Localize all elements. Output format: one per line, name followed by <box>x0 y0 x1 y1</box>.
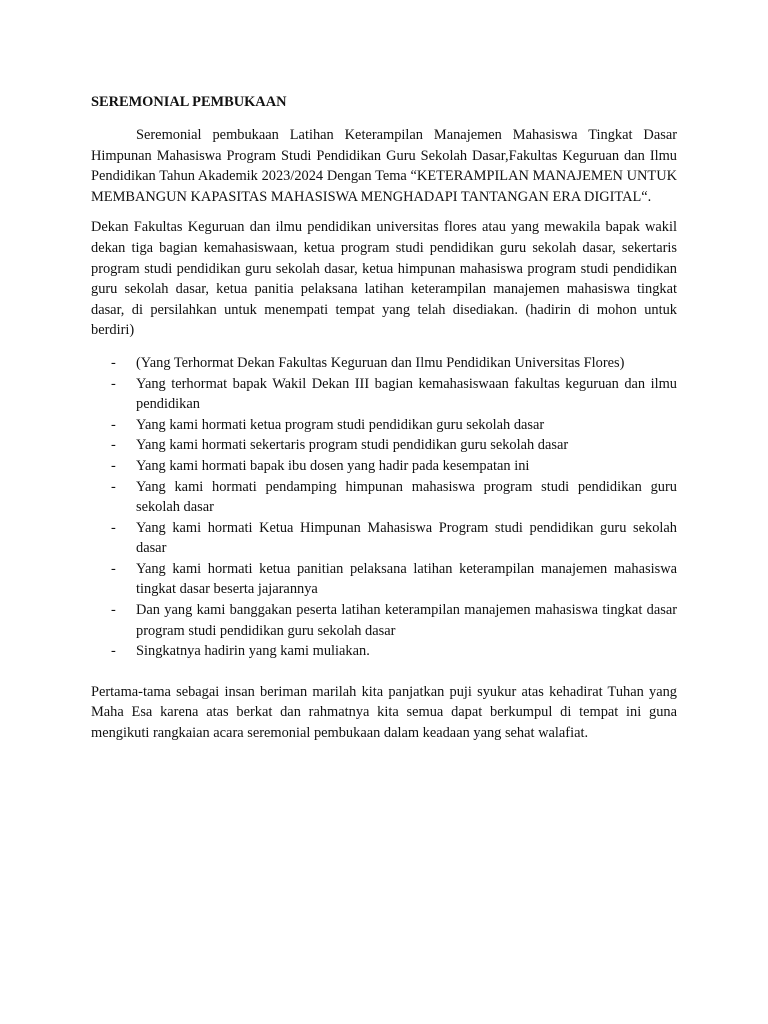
bullet-dash: - <box>111 519 116 536</box>
dekan-paragraph: Dekan Fakultas Keguruan dan ilmu pendidikan universitas flores atau yang mewakila bapak wakil dekan tiga bagian kemahasiswaan, ketua program studi pendidikan guru sekolah dasar, sekertaris program studi pendidikan guru sekolah dasar, ketua himpunan mahasiswa program studi pendidikan guru sekolah dasar, ketua panitia pelaksana latihan keterampilan manajemen mahasiswa tingkat dasar, di persilahkan untuk menempati tempat yang telah disediakan. (hadirin di mohon untuk berdiri) <box>91 219 677 339</box>
bullet-dash: - <box>111 437 116 454</box>
greetings-list <box>91 353 677 662</box>
list-item <box>91 353 677 374</box>
list-item-text: Yang kami hormati ketua program studi pendidikan guru sekolah dasar <box>136 416 545 433</box>
list-item-text: Dan yang kami banggakan peserta latihan keterampilan manajemen mahasiswa tingkat dasar program studi pendidikan guru sekolah dasar <box>136 602 677 639</box>
document-heading: SEREMONIAL PEMBUKAAN <box>91 94 287 110</box>
bullet-dash: - <box>111 416 116 433</box>
bullet-dash: - <box>111 602 116 619</box>
bullet-dash: - <box>111 375 116 392</box>
list-item <box>91 374 677 415</box>
list-item-text: (Yang Terhormat Dekan Fakultas Keguruan dan Ilmu Pendidikan Universitas Flores) <box>136 354 625 371</box>
intro-paragraph: Seremonial pembukaan Latihan Keterampilan Manajemen Mahasiswa Tingkat Dasar Himpunan Mahasiswa Program Studi Pendidikan Guru Sekolah Dasar,Fakultas Keguruan dan Ilmu Pendidikan Tahun Akademik 2023/2024 Dengan Tema “KETERAMPILAN MANAJEMEN UNTUK MEMBANGUN KAPASITAS MAHASISWA MENGHADAPI TANTANGAN ERA DIGITAL“. <box>91 127 677 205</box>
list-item <box>91 518 677 559</box>
list-item-text: Yang kami hormati ketua panitian pelaksana latihan keterampilan manajemen mahasiswa tingkat dasar beserta jajarannya <box>136 560 677 598</box>
list-item <box>91 435 677 456</box>
list-item <box>91 477 677 518</box>
list-item <box>91 415 677 436</box>
list-item <box>91 600 677 641</box>
bullet-dash: - <box>111 457 116 474</box>
list-item <box>91 456 677 477</box>
list-item-text: Singkatnya hadirin yang kami muliakan. <box>136 643 370 660</box>
list-item-text: Yang kami hormati Ketua Himpunan Mahasiswa Program studi pendidikan guru sekolah dasar <box>136 519 677 557</box>
bullet-dash: - <box>111 478 116 495</box>
list-item-text: Yang terhormat bapak Wakil Dekan III bagian kemahasiswaan fakultas keguruan dan ilmu pendidikan <box>136 375 677 413</box>
bullet-dash: - <box>111 643 116 660</box>
list-item <box>91 559 677 600</box>
list-item-text: Yang kami hormati pendamping himpunan mahasiswa program studi pendidikan guru sekolah dasar <box>136 478 677 516</box>
list-item-text: Yang kami hormati bapak ibu dosen yang hadir pada kesempatan ini <box>136 457 530 474</box>
closing-paragraph: Pertama-tama sebagai insan beriman marilah kita panjatkan puji syukur atas kehadirat Tuhan yang Maha Esa karena atas berkat dan rahmatnya kita semua dapat berkumpul di tempat ini guna mengikuti rangkaian acara seremonial pembukaan dalam keadaan yang sehat walafiat. <box>91 683 677 742</box>
bullet-dash: - <box>111 560 116 577</box>
list-item-text: Yang kami hormati sekertaris program studi pendidikan guru sekolah dasar <box>136 437 569 454</box>
bullet-dash: - <box>111 354 116 371</box>
document-body <box>91 91 677 744</box>
list-item <box>91 641 677 662</box>
